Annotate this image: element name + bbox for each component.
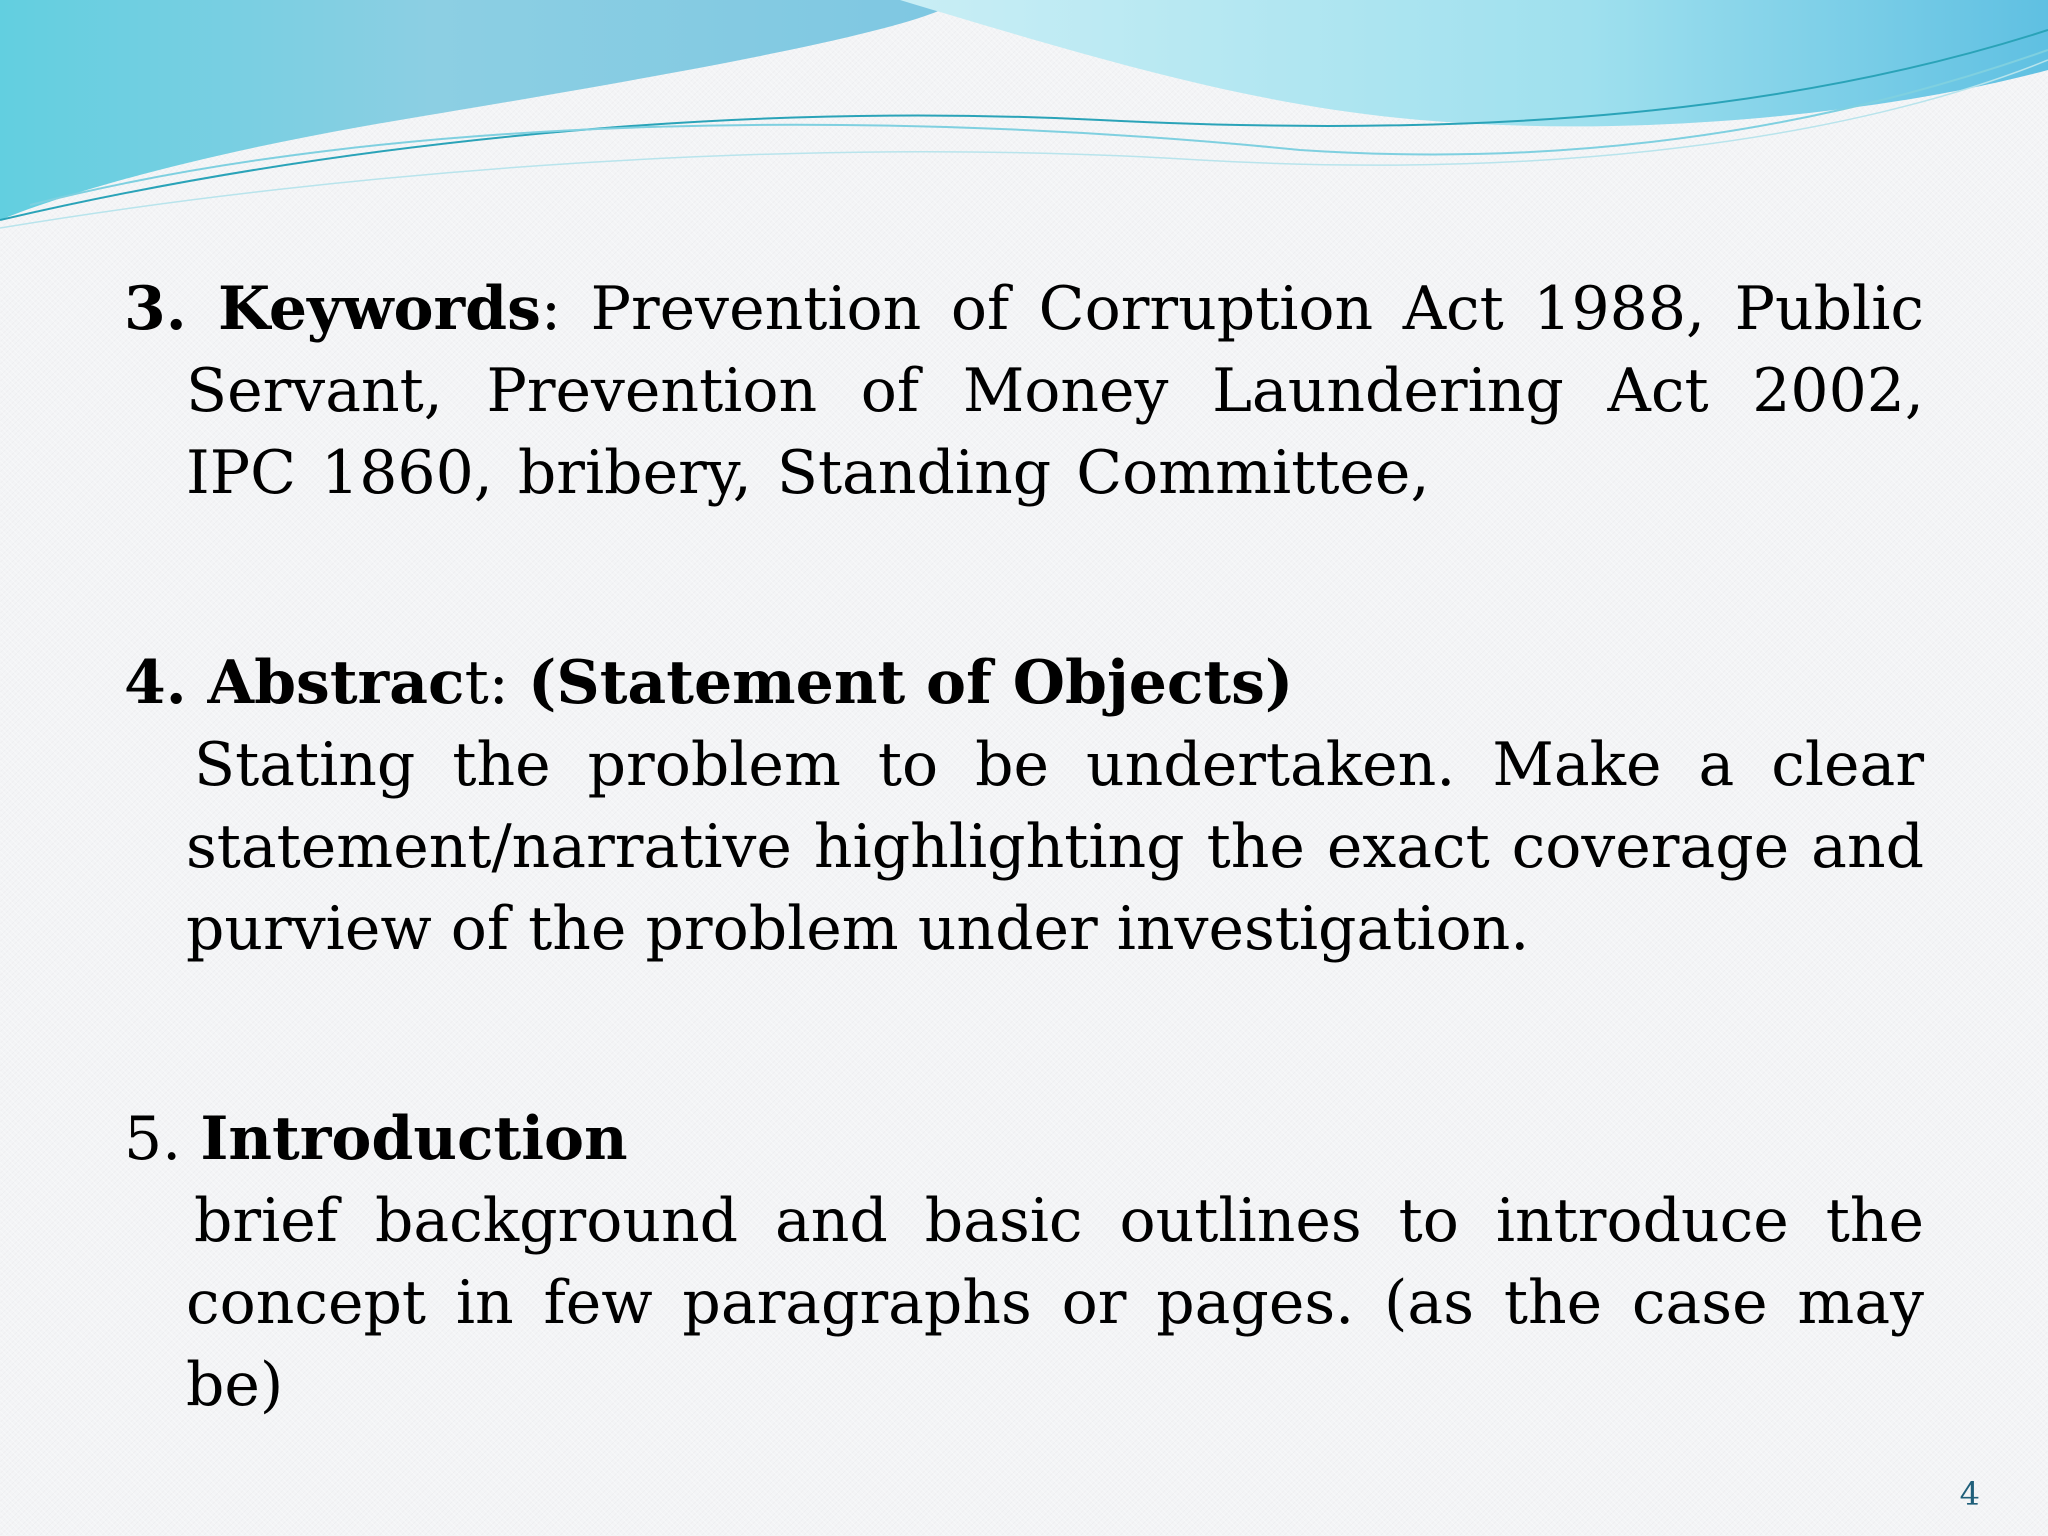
introduction-label: Introduction	[200, 1104, 628, 1174]
keywords-label: Keywords	[217, 274, 541, 344]
introduction-heading	[124, 1098, 1924, 1180]
abstract-heading	[124, 642, 1924, 724]
abstract-number: 4.	[124, 648, 208, 718]
introduction-number: 5.	[124, 1104, 201, 1174]
wave-shape-left	[0, 0, 960, 220]
abstract-section	[124, 642, 1924, 970]
page-number: 4	[1959, 1475, 1980, 1513]
keywords-text: Prevention of Corruption Act 1988, Public Servant, Prevention of Money Laundering Act 2002, IPC 1860, bribery, Standing Committee,	[186, 274, 1924, 508]
header-wave-decoration	[0, 0, 2048, 240]
abstract-subtitle: (Statement of Objects)	[527, 648, 1294, 718]
keywords-section	[124, 268, 1924, 514]
keywords-number: 3.	[124, 274, 218, 344]
slide-content	[124, 268, 1924, 1426]
introduction-section	[124, 1098, 1924, 1426]
abstract-text: Stating the problem to be undertaken. Make a clear statement/narrative highlighting the exact coverage and purview of the problem under investigation.	[186, 730, 1924, 964]
abstract-label-bold: Abstrac	[207, 648, 465, 718]
abstract-label-plain: t:	[464, 648, 528, 718]
wave-shape-right	[900, 0, 2048, 126]
introduction-text: brief background and basic outlines to introduce the concept in few paragraphs or pages. (as the case may be)	[186, 1186, 1924, 1420]
keywords-colon: :	[540, 274, 562, 344]
